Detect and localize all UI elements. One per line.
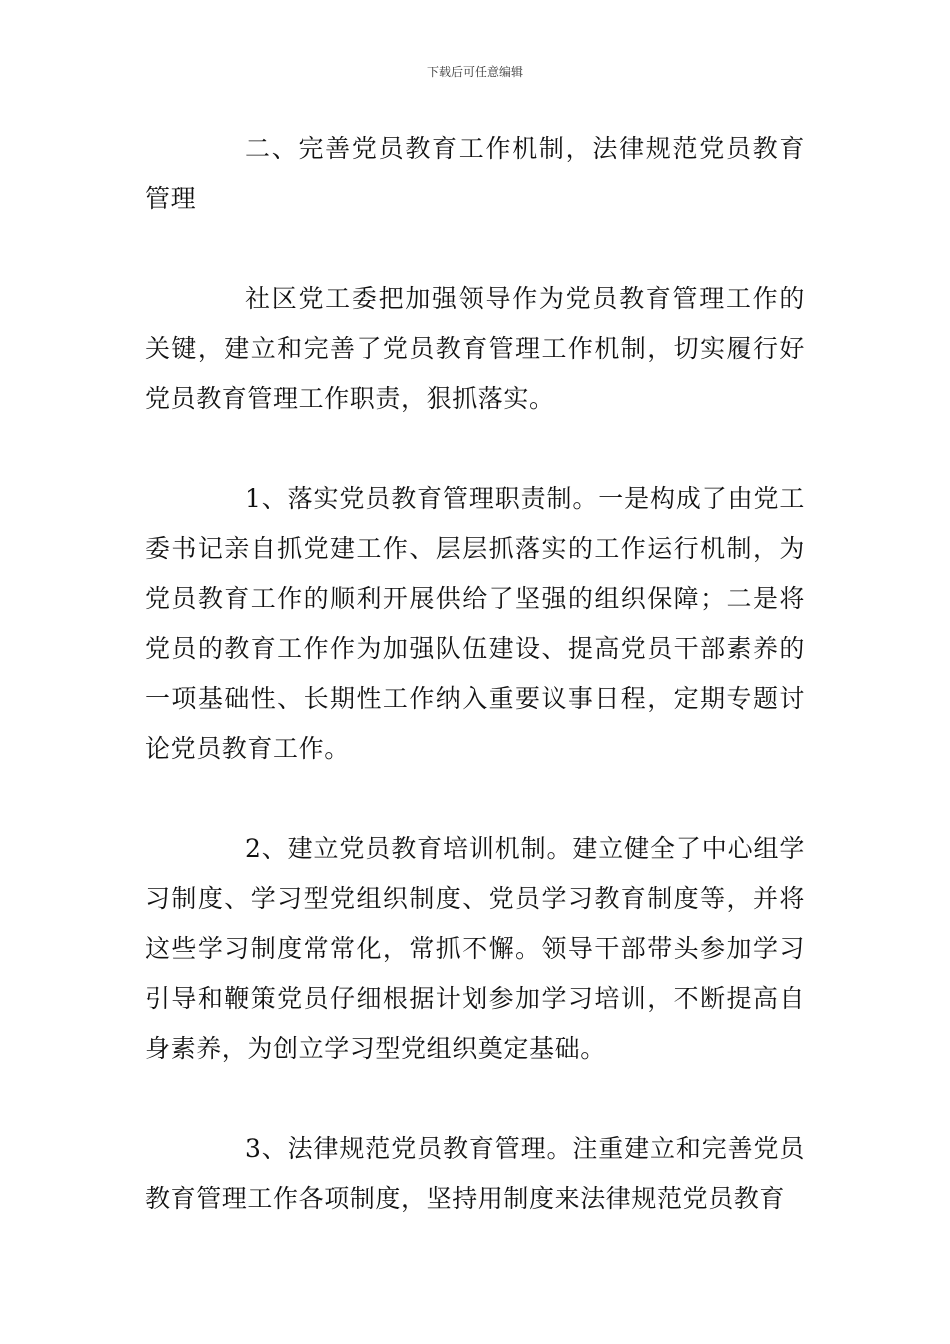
section-heading: 二、完善党员教育工作机制，法律规范党员教育管理 <box>145 134 805 213</box>
paragraph-intro: 社区党工委把加强领导作为党员教育管理工作的关键，建立和完善了党员教育管理工作机制，切实履行好党员教育管理工作职责，狠抓落实。 <box>145 284 805 413</box>
paragraph-item-1: 1、落实党员教育管理职责制。一是构成了由党工委书记亲自抓党建工作、层层抓落实的工作运行机制，为党员教育工作的顺利开展供给了坚强的组织保障；二是将党员的教育工作作为加强队伍建设、提高党员干部素养的一项基础性、长期性工作纳入重要议事日程，定期专题讨论党员教育工作。 <box>145 484 805 763</box>
page-header-note: 下载后可任意编辑 <box>426 65 523 79</box>
paragraph-item-2: 2、建立党员教育培训机制。建立健全了中心组学习制度、学习型党组织制度、党员学习教育制度等，并将这些学习制度常常化，常抓不懈。领导干部带头参加学习引导和鞭策党员仔细根据计划参加学习培训，不断提高自身素养，为创立学习型党组织奠定基础。 <box>145 834 805 1063</box>
paragraph-item-3: 3、法律规范党员教育管理。注重建立和完善党员教育管理工作各项制度，坚持用制度来法律规范党员教育 <box>145 1134 805 1213</box>
document-body <box>145 124 805 1274</box>
